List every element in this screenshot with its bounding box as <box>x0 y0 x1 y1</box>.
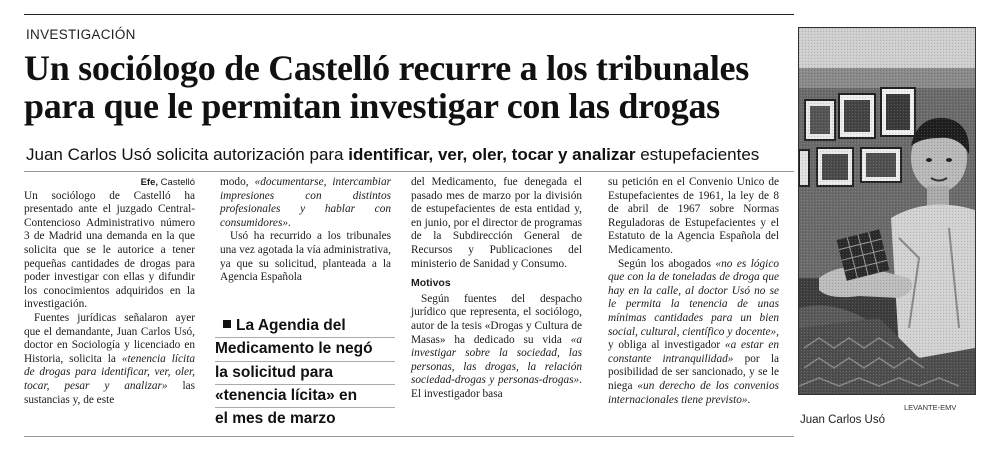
subhead-rule <box>24 171 794 172</box>
article-column-4 <box>608 176 779 407</box>
top-rule <box>24 14 794 15</box>
quote-run: «un derecho de los convenios internacionales tiene previsto» <box>608 379 779 406</box>
text-run: modo, <box>220 176 255 188</box>
article-column-1 <box>24 176 195 407</box>
text-run: por la posibilidad de ser sancionado, y se le niega <box>608 352 779 392</box>
article-column-2 <box>220 176 391 285</box>
paragraph <box>220 176 391 230</box>
paragraph <box>411 293 582 402</box>
subheadline <box>26 144 796 166</box>
headline <box>24 49 794 125</box>
quote-run: «tenencia lícita de drogas para identificar, ver, oler, tocar, pesar y analizar» <box>24 352 195 392</box>
headline-line-2: para que le permitan investigar con las drogas <box>24 86 720 126</box>
paragraph: del Medicamento, fue denegada el pasado mes de marzo por la división de estupefacientes de esta entidad y, en junio, por el director de programas de la Subdirección General de Recursos y Publicaciones del ministerio de Sanidad y Consumo. <box>411 176 582 270</box>
section-label: INVESTIGACIÓN <box>26 27 136 42</box>
pull-quote-text: La Agendia del <box>236 317 346 334</box>
paragraph: su petición en el Convenio Unico de Estupefacientes de 1961, la ley de 8 de abril de 1967 sobre Normas Reguladoras de Estupefacientes y el Estatuto de la Agencia Española del Medicamento. <box>608 176 779 256</box>
portrait-photo <box>798 27 976 395</box>
paragraph <box>608 258 779 408</box>
subhead-text: Juan Carlos Usó solicita autorización para <box>26 145 349 164</box>
headline-line-1: Un sociólogo de Castelló recurre a los tribunales <box>24 48 749 88</box>
bottom-rule <box>24 436 794 437</box>
pull-quote-line-2: Medicamento le negó <box>215 338 395 361</box>
text-run: Fuentes jurídicas señalaron ayer que el demandante, Juan Carlos Usó, doctor en Sociología y licenciado en Historia, solicita la <box>24 311 195 365</box>
pull-quote <box>215 315 395 430</box>
pull-quote-line-1 <box>215 315 395 338</box>
quote-run: «a estar en constante intranquilidad» <box>608 339 779 365</box>
dateline-agency: Efe, <box>140 177 159 188</box>
section-subtitle: Motivos <box>411 277 451 290</box>
dateline-place: Castelló <box>158 177 195 188</box>
text-run: las sustancias y, de este <box>24 379 195 406</box>
paragraph <box>24 312 195 407</box>
quote-run: «no es lógico que con la de toneladas de droga que hay en la calle, al doctor Usó no se le permita la tenencia de unas mínimas cantidades para un bien social, cultural, científico y docente» <box>608 257 779 338</box>
text-run: . <box>747 393 751 406</box>
quote-run: «documentarse, intercambiar impresiones con distintos profesionales y hablar con consumidores» <box>220 176 391 229</box>
text-run: . El investigador basa <box>411 374 582 400</box>
pull-quote-line-4: «tenencia lícita» en <box>215 385 395 408</box>
text-run: . <box>288 216 291 229</box>
paragraph: Un sociólogo de Castelló ha presentado ante el juzgado Central-Contencioso Administrativo número 3 de Madrid una demanda en la que solicita que se le autorice a tener pequeñas cantidades de drogas para poder investigar con ellas y difundir los conocimientos adquiridos en la investigación. <box>24 189 195 311</box>
subhead-text-end: estupefacientes <box>635 145 760 164</box>
subhead-bold-text: identificar, ver, oler, tocar y analizar <box>348 145 636 164</box>
article-column-3 <box>411 176 582 402</box>
photo-credit: LEVANTE-EMV <box>904 403 957 412</box>
photo-caption: Juan Carlos Usó <box>800 414 886 426</box>
photo-illustration <box>799 28 975 394</box>
text-run: Según los abogados <box>618 257 716 270</box>
pull-quote-line-3: la solicitud para <box>215 362 395 385</box>
pull-quote-line-5: el mes de marzo <box>215 410 336 428</box>
quote-run: «a investigar sobre la sociedad, las personas, las drogas, la relación sociedad-drogas y personas-drogas» <box>411 333 582 387</box>
square-bullet-icon <box>223 320 231 328</box>
paragraph: Usó ha recurrido a los tribunales una vez agotada la vía administrativa, ya que su solicitud, planteada a la Agencia Española <box>220 230 391 284</box>
text-run: , y obliga al investigador <box>608 325 779 352</box>
dateline <box>24 176 195 190</box>
text-run: Según fuentes del despacho jurídico que representa, el sociólogo, autor de la tesis «Drogas y Cultura de Masas» ha dedicado su vida <box>411 292 582 346</box>
